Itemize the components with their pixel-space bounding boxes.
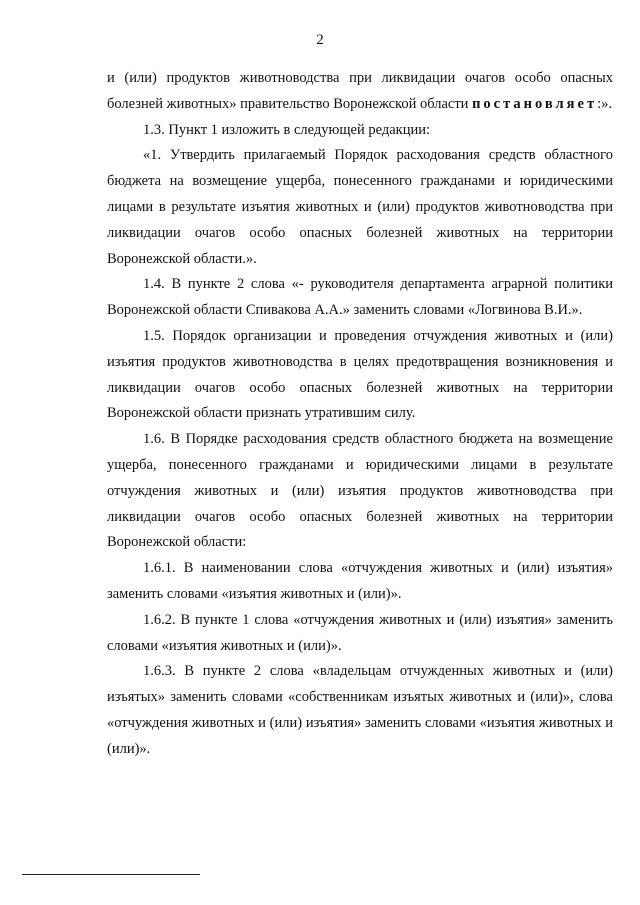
opening-tail: :». <box>597 95 612 112</box>
paragraph-1-6: 1.6. В Порядке расходования средств областного бюджета на возмещение ущерба, понесенного гражданами и юридическими лицами в результате отчуждения животных и (или) изъятия продуктов животноводства при ликвидации очагов особо опасных болезней животных на территории Воронежской области: <box>107 431 613 551</box>
opening-paragraph <box>107 66 613 118</box>
paragraph-1-3: 1.3. Пункт 1 изложить в следующей редакции: <box>143 121 431 138</box>
footer-divider <box>22 874 200 875</box>
document-body <box>107 66 613 763</box>
paragraph-1-6-1: 1.6.1. В наименовании слова «отчуждения животных и (или) изъятия» заменить словами «изъятия животных и (или)». <box>107 560 613 602</box>
paragraph-1-5: 1.5. Порядок организации и проведения отчуждения животных и (или) изъятия продуктов животноводства в целях предотвращения возникновения и ликвидации очагов особо опасных болезней животных на территории Воронежской области признать утратившим силу. <box>107 327 613 422</box>
paragraph-1-6-3: 1.6.3. В пункте 2 слова «владельцам отчужденных животных и (или) изъятых» заменить словами «собственникам изъятых животных и (или)», слова «отчуждения животных и (или) изъятия» заменить словами «изъятия животных и (или)». <box>107 663 613 757</box>
resolves-word: постановляет <box>472 95 598 112</box>
page-number: 2 <box>316 32 324 48</box>
paragraph-1-6-2: 1.6.2. В пункте 1 слова «отчуждения животных и (или) изъятия» заменить словами «изъятия животных и (или)». <box>107 611 613 654</box>
paragraph-1-4: 1.4. В пункте 2 слова «- руководителя департамента аграрной политики Воронежской области Спивакова А.А.» заменить словами «Логвинова В.И.». <box>107 276 613 319</box>
opening-text: и (или) продуктов животноводства при ликвидации очагов особо опасных болезней животных» правительство Воронежской области <box>107 70 613 112</box>
paragraph-quoted-point-1: «1. Утвердить прилагаемый Порядок расходования средств областного бюджета на возмещение ущерба, понесенного гражданами и юридическими лицами в результате изъятия животных и (или) продуктов животноводства при ликвидации очагов особо опасных болезней животных на территории Воронежской области.». <box>107 147 613 267</box>
